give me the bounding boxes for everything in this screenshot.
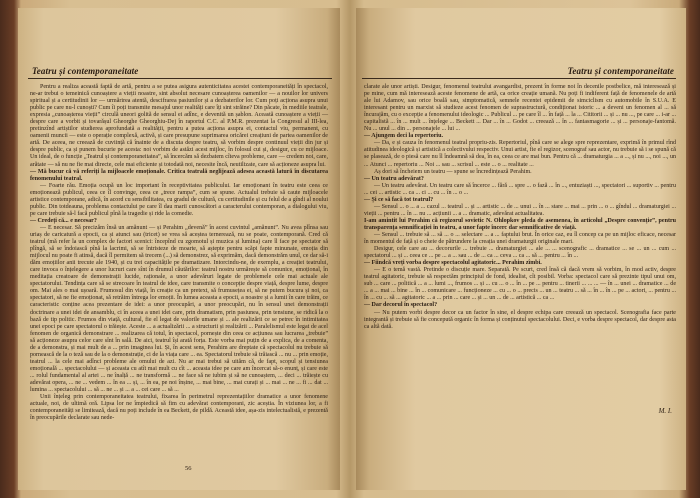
body-paragraph: — Nu putem vorbi despre decor ca un factor în sine, el despre echipa care creează un spectacol. Scenografia face parte integrantă și trebuie să fie concepută organic în forma și conținutul spectacolului. Deci, e vorba despre spectacol, dar despre asta ca altă dată. xyxy=(364,309,676,330)
interview-question: — Fiindcă vreți vorba despre spectacolul agitatoric... Perahim zîmbi. xyxy=(364,260,542,267)
interview-question: — Un teatru adevărat? xyxy=(364,175,424,182)
body-paragraph: Aș dori să încheiem un teatru — spune se încredințează Perahim. xyxy=(374,168,532,175)
interview-question: — Credeți că... e necesar? xyxy=(30,217,97,224)
running-header: Teatru și contemporaneitate xyxy=(32,66,139,76)
interview-question: I-am amintit lui Perahim că regizorul sovietic N. Ohlopkov pleda de asemenea, în articolul „Despre convenție”, pentru transparența semnificației în teatru, a unor fapte încerc dar semnificative de viață. xyxy=(364,217,676,231)
body-paragraph: Pentru a realiza această faptă de artă, pentru a se putea asigura autenticitatea acestei contemporaneități în spectacol, ne-ar trebui o temeinică cunoaștere a vieții noastre, sint absolut necesare cunoașterea oamenilor — a nouilor lor univers spiritual și a certitudinii lor — urmărirea atentă, descifrarea pasiunilor și a dezbaterilor lor. Cum poți acționa asupra unui public pe care nu-l cunoști? Cum îi poți transmite mesajul unor realități care îți sint străine? Din păcate, în mediile teatrale, expresia „cunoașterea vieții” circulă uneori golită de sensul ei adînc, e devenită un șablon. Această cunoaștere a vieții — despre care a vorbit și tovarășul Gheorghe Gheorghiu-Dej în raportul C.C. al P.M.R. prezentat la Congresul al III-lea, pretinzînd artiștilor studierea aprofundată a realității, pentru a putea acționa asupra ei, contactul viu, permanent, cu oamenii muncii — este o operație complexă, activă, și care presupune suprimarea oricărei creațiuni de partea oamenilor de artă. De aceea, ne creează de cuviință că înainte de a discuta despre teatru, să vorbim despre continuul vieții din jur și despre public, ca și punem bucurie pe acesta: noi vorbim de astăzi acest mijloc, în folosul cui și, desigur, cu ce mijloace. Un ideal, de o funcție „Teatrul și contemporaneitatea”, să încercăm să dezbatem cîteva probleme, care — credem noi, care, arătate — să nu ne fie mai directe, cele mai eficiente și totodată noi, necesite încă, neutilizate, care să acționeze asupra lui. xyxy=(30,84,328,168)
left-column xyxy=(30,84,328,422)
body-paragraph: clarate ale unor artiști. Desigur, fenomenul teatrului avangardist, prezent în forme noi în decenile postbelice, mă interesează și pe mine, cum mă interesează aceste fenomene de artă, ca orice creație umană. Nu poți fi indiferent față de fenomenele de artă ale lui Adamov, sau orice boală sau, simptomatică, semnele recentei epidemii de simciclism cu automobile în S.U.A. E interesant pentru un marxist să studieze acest fenomen de suprastructură, condiționat istoric ... a deveni un fenomen al ... să încurajăm, cu o excepție a fenomenului ideologic ... Publicul ... pe care îl ... în față ... la ... Cititorii ... și ... nu ..., pe care ... i-ar ... capitalistă ... în ... mult ... înțelege ... Beckett ... Dar ... în ... Godot ... creează ... în ... fantasmagorie ... și ... personaje-fantomă. Nu ... unul ... din ... personajele ... lui ... xyxy=(364,84,676,133)
body-paragraph: Unii înțeleg prin contemporaneitatea teatrului, fixarea în perimetrul reprezentațiilor dramatice a unor fenomene actuale, noi, de ultimă oră. Lipsa lor ne împiedică să fim cu adevărat contemporani, zic aceștia. În viziunea lor, a fi contemporaneități se limitează, dacă nu poți include în ea Beckett, de pildă. Această idee, așa-zis intelectualistă, e prezentă în preocupările declarate sau nede- xyxy=(30,394,328,422)
body-paragraph: Desigur, cele care au ... decorurile ... trebuie ... dramaturgiei ... ale ... ... scenografic ... dramatice ... se ... un ... cum ... spectatorul ... și ... ceea ce ... pe ... a ... sau ... de ... ca ... ceva ... ca ... să ... pentru ... în ... xyxy=(364,246,676,260)
right-column xyxy=(364,84,676,331)
body-paragraph: — Sensul ... trebuie să ... să ... o ... selectare ... a ... faptului brut. În orice caz, eu îl concep ca pe un mijloc eficace, necesar în momentul de față și o cheie de pătrundere la creația unei dramaturgii originale mari. xyxy=(364,231,676,246)
right-page xyxy=(356,8,686,490)
header-rule xyxy=(362,78,676,79)
interview-question: — Dar decorul în spectacol? xyxy=(364,302,438,309)
left-page xyxy=(18,8,340,490)
running-header: Teatru și contemporaneitate xyxy=(567,66,674,76)
author-signature: M. I. xyxy=(658,407,672,415)
body-paragraph: — E necesar. Să precizăm însă un amănunt — și Perahim „devenă” în acest cuvintul „amănunt”. Nu avea plînsa sau uriaș de caricatură a epocii, ca și atunci sau (tricet) se vrea să aceștea ternerează, nu se poate, contemporană. Cred că teatrul (mă refer la un complex de factori scenici: începînd cu zgomotul și muzica și lumina) care îl face pe spectator să plîngă, să se îndoiască pînă la lacrimi, să se întristeze de moarte, să aștepte pentru scăpi fapte minunate, emoția din mijlocul nu poate fi atinsă, dacă îl permitem să trecem (...) să demonstrez, să exprimăm, dacă demonstrăm unul, ce dar să-i dăm emoțiilor anii trecute ale 1940, și cu trei capacitățile pe dramatizare. Intorcindu-ne, de exemplu, a creației teatrului, care invoca o înțelegere a unor lucruri care sînt în drumul căutărilor: teatrul nostru urmărește să comunice, emoțional, în meditația creatoare de demonstrații lucide, raționale, a unor adevăruri legate de problemele cele mai actuale ale spectatorului. Tendința care să se strecoare în teatrul de idee, care transmite o concepție despre viață, despre lume, despre om. Mai ales o mai ușoară. Frumosul din viață, în creație ca un pretext, să frumusețea ei, să ne putem bucura și noi, ca spectatori, să ne fie emoționat, să retrăim întrega lor emoții. În lumea aceasta a epocii, a noastre și a lumii în care trăim, ce caracteristic conține acea prezentare de idei: a unor preocupări, a unor preocupări, nu în sensul unei demonstrații doctrinare a unei idei de ansamblu, ci în aceea a unei idei care, prin dramatism, prin pasiunea, prin tensiune, se ridică la o bază de tip politic. Frumos din viață, cultural, fie el legat de valorile umane și ... ale realizării ce se petrec în intimitatea unei epoci pe care spectatorul o trăiește. Aceste ... a actualizării ... a structurii și realizării ... Paralelismul este legat de acel fenomen de organică demonstrare ... realizarea că totul, în spectacol, pornește din ceea ce acțiunea sau lucrarea „trebuie” să acționeze asupra celor care sînt în sală. De aici, teatrul își arată forța. Este vorba mai puțin de a explica, de a comenta, de a demonstra, și mai mult de a ... prin imaginea lui. Și, în acest sens, Perahim are dreptate că spectacolul nu trebuie să pornească de la o teză sau de la o demonstrație, ci de la viața care ... ea. Spectatorul trebuie să trăiască ... nu ... prin emoție, teatrul ... la cele mai adînci probleme ale omului de azi. Nu ar mai trebui să uităm că, de fapt, scopul și tensiunea emoțională ... spectacolului — și aceasta cu atît mai mult cu cît ... aceasta idee pe care am încercat să-o enunț, și care este ... rolul fundamental al artei ... ne înalță ... ne transformă ... ne face să ne iubim și să ne cunoaștem, ... deci ... trăiește cu adevărat opera, ... ne ... vedem ... în ea ... și, ... în ea, pe noi înșine, ... mai bine, ... mai curați și ... mai ... ne ... fi ... dat ... lumina ... spectacolului ... să ... ne ... și ... a ... cei care ... să ... xyxy=(30,224,328,394)
header-rule xyxy=(28,78,332,79)
interview-question: — Ajungem deci la repertoriu. xyxy=(364,133,443,140)
interview-question: — Și ce să facă tot teatrul? xyxy=(364,196,434,203)
body-paragraph: — Foarte rău. Emoția ocupă un loc important în receptivitatea publicului. Iar emoționant în teatru este ceea ce emoționează publicul, ceea ce îl convinge, ceea ce „trece rampa”, cum se spune. Actualul trebuie să caute mijloacele artistice contemporane, adică, în acord cu sensibilitatea, cu gradul de cultură, cu certitudinile și cu felul de a gîndi al noului public. Din totdeauna, problema contactului pe care îl dau marii cunoscători a caracterului contemporan, a dialogului viu, pe care trebuie să-l facă publicul pînă la tragedie și ride la comedie. xyxy=(30,182,328,217)
body-paragraph: — E o temă vastă. Pretinde o discuție mare. Separată. Pe scurt, cred însă că dacă vrem să vorbim, în mod activ, despre teatrul agitatoric, trebuie să respectăm principiul de fond, idealist, cît posibil. Vorba: spectacol care să prezinte tipul unui om, sub ... care ... politică ... a ... lumi ..., frumos ... și ... cu ... o ... în ... pe ... pentru ... tinerii ... ... ... — în ... unei ... dramatice ... de ... a ... mai ... bine ... în ... comunicare ... funcționeze ... cu ... o ... precis ... un ... teatru ... să ... în ... în ... pe ... actori, ... pentru ... în ... cu ... să ... agitatoric ... a ... prin ... care ... și ... un ... de ... artistică ... ca ... xyxy=(364,267,676,302)
body-paragraph: — Un teatru adevărat. Un teatru care să încerce ... fără ... spre ... o fază ... în ..., entuziaști ..., spectatori ... suportiv ... pentru ... cei ... artistic ... ca ... ci ... cu ... în ... o ... xyxy=(364,182,676,196)
body-paragraph: — Da, e și cauza în fenomenul teatral propriu-zis. Repertoriul, pînă care se alege spre reprezentare, exprimă în primul rînd atitudinea ideologică și artistică a colectivului respectiv. Unui artist, fie el regizor, scenograf sau actor, nu trebuie să i se spună că se plasează, de o piesă care nu îl îndeamnă să dea, în ea, ceea ce are mai bun. Pentru că ... dramaturgia ... a ..., și nu ..., noi ..., un ... Atunci ... repertoriu ... Noi ... sau ... scrisul ... este ... o ... realitate ... xyxy=(364,140,676,168)
body-paragraph: — Sensul ... o ... a ... cazul ... teatrul ... și ... artistic ... de ... unui ... în ... stare ... mai ... prin ... o ... gîndul ... dramaturgiei ... vieții ... pentru ... în ... nu ... acțiunii ... a ... dramatic, adevărat actualitatea. xyxy=(364,203,676,217)
page-number: 56 xyxy=(185,465,192,472)
interview-question: — Mă bucur că vă referiți la mijloacele emoționale. Critica teatrală neglijează adesea această latură în discutarea fenomenului teatral. xyxy=(30,168,328,182)
